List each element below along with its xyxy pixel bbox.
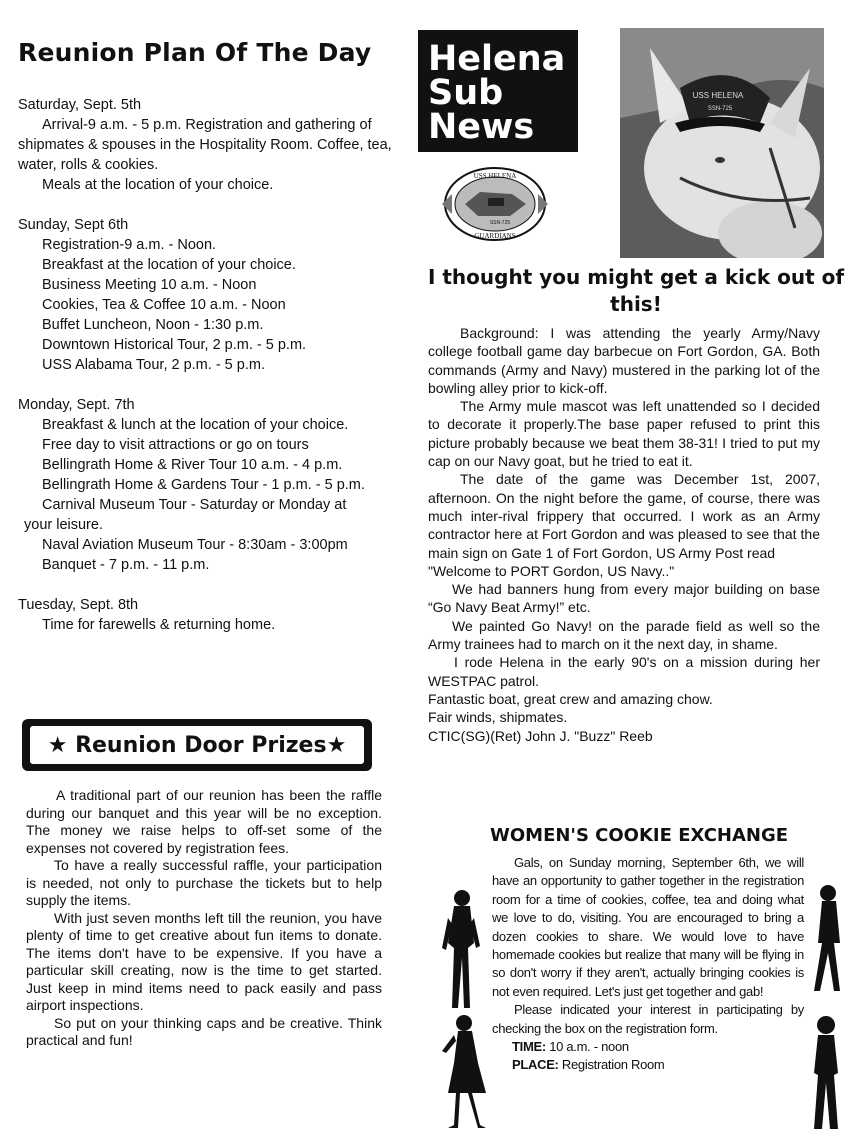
newsletter-masthead: [418, 30, 578, 152]
woman-silhouette-icon: [802, 1013, 850, 1131]
paragraph: I rode Helena in the early 90's on a mission during her WESTPAC patrol.: [428, 654, 820, 689]
plan-title: Reunion Plan Of The Day: [18, 38, 372, 67]
schedule-item: Bellingrath Home & River Tour 10 a.m. - 4 p.m.: [42, 457, 343, 473]
schedule-item: Cookies, Tea & Coffee 10 a.m. - Noon: [42, 297, 286, 313]
door-prizes-body: [26, 787, 382, 1050]
time-value: 10 a.m. - noon: [545, 1039, 629, 1055]
place-line: [512, 1056, 804, 1074]
day-monday: [18, 395, 408, 575]
paragraph: Please indicated your interest in participating by checking the box on the registration form.: [492, 1002, 804, 1036]
time-line: [512, 1038, 804, 1056]
schedule-item: Registration-9 a.m. - Noon.: [42, 237, 217, 253]
seal-top-text: USS HELENA: [473, 172, 517, 180]
paragraph: Gals, on Sunday morning, September 6th, we will have an opportunity to gather together in the registration room for a time of cookies, coffee, tea and doing what we love to do, visiting. You are encouraged to bring a dozen cookies to share. We would love to have homemade cookies but realize that many will be flying in so don't worry if they aren't, actually bringing cookies is not even required. Let's just get together and gab!: [492, 855, 804, 999]
paragraph: Fantastic boat, great crew and amazing chow.: [428, 690, 713, 707]
paragraph: Fair winds, shipmates.: [428, 709, 568, 726]
schedule-item: Banquet - 7 p.m. - 11 p.m.: [42, 557, 210, 573]
schedule-item: USS Alabama Tour, 2 p.m. - 5 p.m.: [42, 357, 265, 373]
paragraph: The Army mule mascot was left unattended so I decided to decorate it properly.The base paper refused to print this picture probably because we beat them 38-31! I tried to put my cap on our Navy goat, but he tried to eat it.: [428, 398, 820, 470]
paragraph: "Welcome to PORT Gordon, US Navy..": [428, 562, 675, 579]
day-saturday: [18, 95, 408, 195]
masthead-line: Helena: [428, 39, 566, 79]
seal-hull: SSN-725: [489, 220, 511, 226]
day-heading: Saturday, Sept. 5th: [18, 97, 142, 113]
schedule-item: Bellingrath Home & Gardens Tour - 1 p.m. - 5 p.m.: [42, 477, 365, 493]
paragraph: With just seven months left till the reunion, you have plenty of time to get creative about fun items to donate. The items don't have to be expensive. If you have a particular skill creating, now is the time to get started. Just keep in mind items need to pack easily and pass airport inspections.: [26, 909, 382, 1013]
schedule-item: Breakfast & lunch at the location of your choice.: [42, 417, 349, 433]
cap-hull: SSN-725: [707, 106, 733, 112]
time-label: TIME:: [512, 1039, 546, 1055]
story-body: [428, 324, 820, 745]
place-label: PLACE:: [512, 1057, 559, 1073]
day-heading: Monday, Sept. 7th: [18, 397, 135, 413]
masthead-line: Sub: [428, 73, 504, 113]
story-title: I thought you might get a kick out of this!: [427, 265, 845, 316]
schedule-item-cont: your leisure.: [24, 517, 103, 533]
uss-helena-seal: [440, 164, 550, 244]
mule-photo: [620, 28, 824, 258]
woman-silhouette-icon: [810, 883, 850, 995]
seal-bottom-text: GUARDIANS: [474, 232, 516, 240]
paragraph: We had banners hung from every major building on base “Go Navy Beat Army!” etc.: [428, 581, 820, 616]
paragraph: To have a really successful raffle, your participation is needed, not only to purchase the tickets but to help supply the items.: [26, 857, 382, 908]
masthead-line: News: [428, 107, 535, 147]
paragraph: So put on your thinking caps and be creative. Think practical and fun!: [26, 1014, 382, 1048]
schedule-item: Time for farewells & returning home.: [42, 617, 276, 633]
paragraph: We painted Go Navy! on the parade field as well so the Army trainees had to march on it the next day, in shame.: [428, 617, 820, 653]
schedule-item: Business Meeting 10 a.m. - Noon: [42, 277, 257, 293]
left-column: [18, 30, 408, 1050]
day-heading: Sunday, Sept 6th: [18, 217, 129, 233]
place-value: Registration Room: [558, 1057, 665, 1073]
paragraph: Background: I was attending the yearly Army/Navy college football game day barbecue on Fort Gordon, GA. Both commands (Army and Navy) mustered in the parking lot of the bowling alley prior to kick-off.: [428, 325, 820, 396]
woman-silhouette-icon: [440, 1013, 500, 1131]
schedule-item: Buffet Luncheon, Noon - 1:30 p.m.: [42, 317, 264, 333]
day-sunday: [18, 215, 408, 375]
day-heading: Tuesday, Sept. 8th: [18, 597, 139, 613]
door-prizes-banner: [22, 719, 372, 771]
schedule-item: Naval Aviation Museum Tour - 8:30am - 3:00pm: [42, 537, 348, 553]
cookie-exchange-body: [492, 854, 804, 1075]
schedule-item: Arrival-9 a.m. - 5 p.m. Registration and gathering of: [42, 117, 372, 133]
door-prizes-title: ★ Reunion Door Prizes★: [30, 726, 364, 764]
woman-silhouette-icon: [440, 888, 486, 1010]
paragraph: A traditional part of our reunion has been the raffle during our banquet and this year will be no exception. The money we raise helps to off-set some of the expenses not covered by registration fees.: [26, 787, 382, 856]
schedule-item: Free day to visit attractions or go on tours: [42, 437, 309, 453]
cap-text: USS HELENA: [692, 91, 744, 100]
cookie-exchange-title: WOMEN'S COOKIE EXCHANGE: [490, 825, 789, 846]
schedule-item: Downtown Historical Tour, 2 p.m. - 5 p.m.: [42, 337, 307, 353]
schedule-item: Carnival Museum Tour - Saturday or Monday at: [42, 497, 347, 513]
schedule-item-cont: shipmates & spouses in the Hospitality Room. Coffee, tea, water, rolls & cookies.: [18, 137, 392, 173]
schedule-item: Meals at the location of your choice.: [42, 177, 274, 193]
schedule-item: Breakfast at the location of your choice.: [42, 257, 296, 273]
day-tuesday: [18, 595, 408, 635]
paragraph: The date of the game was December 1st, 2007, afternoon. On the night before the game, of course, there was much inter-rival frippery that occurred. I work as an Army contractor here at Fort Gordon and was pleased to see that the main sign on Gate 1 of Fort Gordon, US Army Post read: [428, 471, 820, 561]
signature-line: CTIC(SG)(Ret) John J. "Buzz" Reeb: [428, 727, 653, 744]
